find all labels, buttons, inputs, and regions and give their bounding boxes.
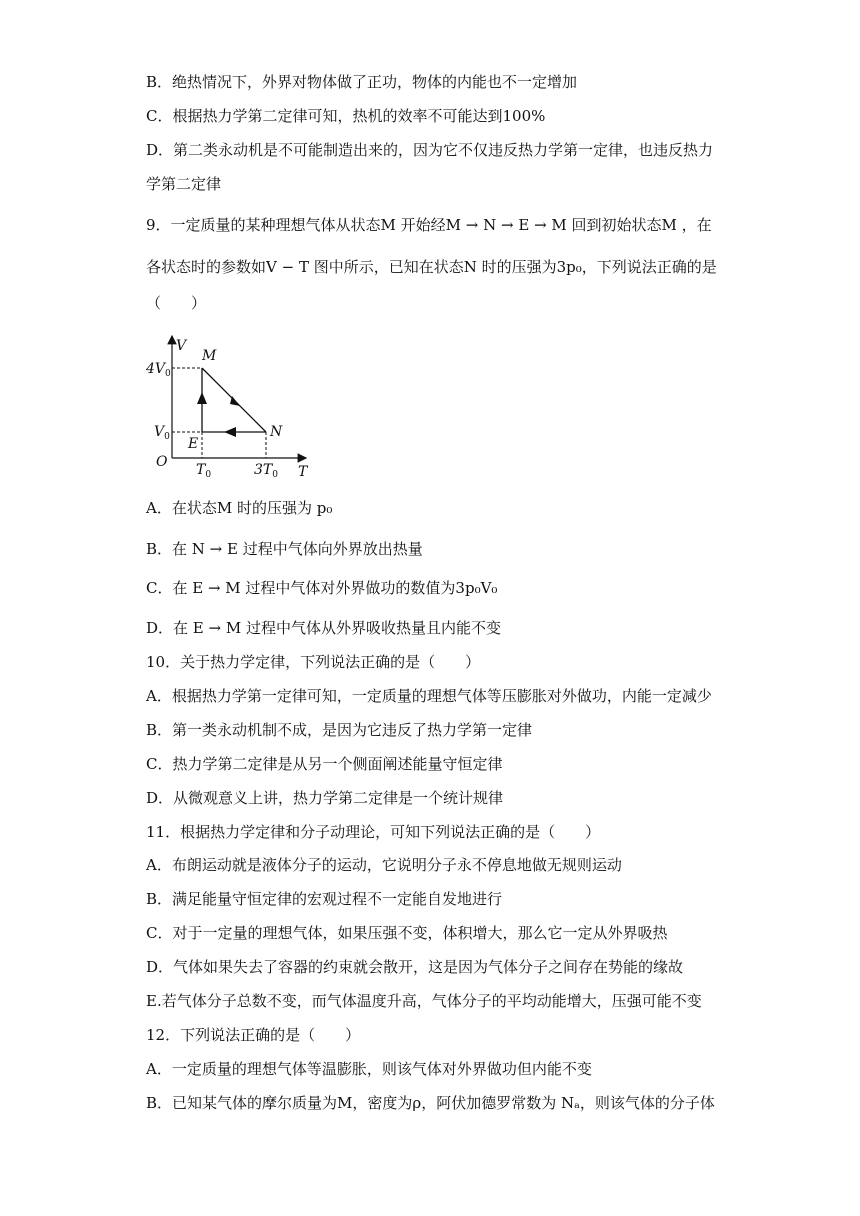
question-9-stem-cont: 各状态时的参数如V − T 图中所示，已知在状态N 时的压强为3p₀，下列说法正确的是 [146,258,717,276]
question-12-stem: 12．下列说法正确的是（ ） [146,1026,361,1044]
option-10a: A．根据热力学第一定律可知，一定质量的理想气体等压膨胀对外做功，内能一定减少 [146,687,712,705]
option-11a: A．布朗运动就是液体分子的运动，它说明分子永不停息地做无规则运动 [146,856,622,874]
question-9-bracket: （ ） [146,294,207,312]
option-10b: B．第一类永动机制不成，是因为它违反了热力学第一定律 [146,721,533,739]
option-11d: D．气体如果失去了容器的约束就会散开，这是因为气体分子之间存在势能的缘故 [146,958,684,976]
vt-diagram [146,330,316,482]
question-9-stem: 9．一定质量的某种理想气体从状态M 开始经M → N → E → M 回到初始状态M ，在 [146,216,712,234]
option-8b: B．绝热情况下，外界对物体做了正功，物体的内能也不一定增加 [146,73,578,91]
axis-v-label: V [176,338,187,354]
option-12a: A．一定质量的理想气体等温膨胀，则该气体对外界做功但内能不变 [146,1060,592,1078]
arrow-e-m [197,392,207,404]
point-e-label: E [188,436,199,452]
option-8d: D．第二类永动机是不可能制造出来的，因为它不仅违反热力学第一定律，也违反热力 [146,141,714,159]
tick-v0-label: $V_0$ [154,424,170,442]
option-11e: E.若气体分子总数不变，而气体温度升高，气体分子的平均动能增大，压强可能不变 [146,992,702,1010]
option-10d: D．从微观意义上讲，热力学第二定律是一个统计规律 [146,789,504,807]
option-11c: C．对于一定量的理想气体，如果压强不变，体积增大，那么它一定从外界吸热 [146,924,668,942]
point-n-label: N [270,424,283,440]
question-11-stem: 11．根据热力学定律和分子动理论，可知下列说法正确的是（ ） [146,823,601,841]
option-9c: C．在 E → M 过程中气体对外界做功的数值为3p₀V₀ [146,579,498,597]
origin-label: O [156,454,168,470]
option-9a: A．在状态M 时的压强为 p₀ [146,499,333,517]
point-m-label: M [202,348,217,364]
option-8d-cont: 学第二定律 [146,175,222,193]
option-9b: B．在 N → E 过程中气体向外界放出热量 [146,540,423,558]
option-9d: D．在 E → M 过程中气体从外界吸收热量且内能不变 [146,619,501,637]
tick-t0-label: $T_0$ [196,462,212,480]
option-8c: C．根据热力学第二定律可知，热机的效率不可能达到100% [146,107,546,125]
option-10c: C．热力学第二定律是从另一个侧面阐述能量守恒定律 [146,755,503,773]
question-10-stem: 10．关于热力学定律，下列说法正确的是（ ） [146,653,481,671]
axis-t-label: T [298,464,308,480]
option-12b: B．已知某气体的摩尔质量为M，密度为ρ，阿伏加德罗常数为 Nₐ，则该气体的分子体 [146,1094,715,1112]
tick-3t0-label: $3T_0$ [254,462,278,480]
arrow-n-e [224,427,236,437]
option-11b: B．满足能量守恒定律的宏观过程不一定能自发地进行 [146,890,503,908]
tick-4v0-label: $4V_0$ [146,361,171,379]
